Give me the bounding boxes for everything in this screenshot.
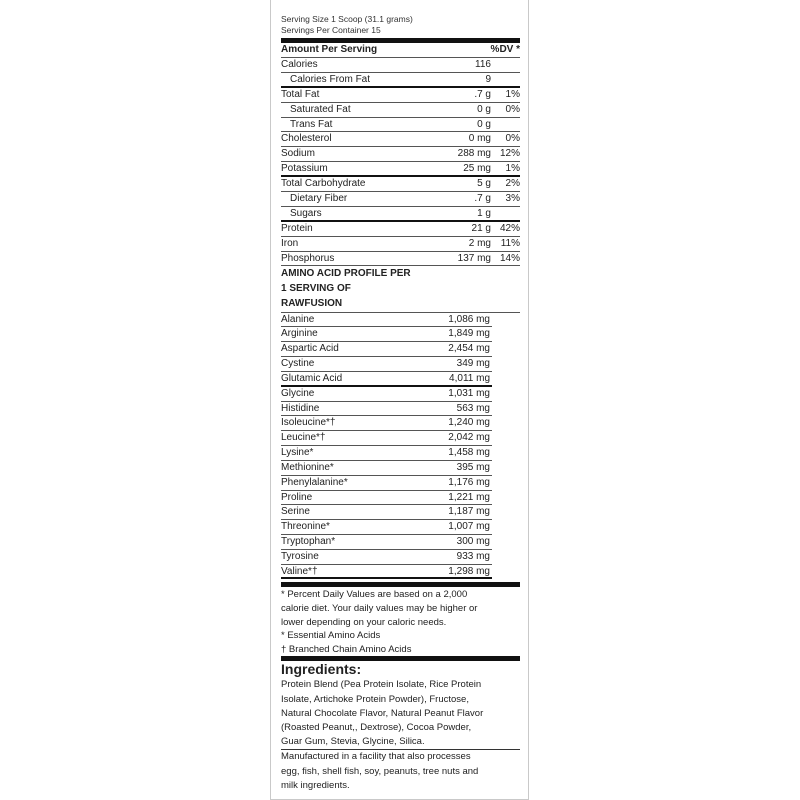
nutrient-amount: 0 g [477,118,491,130]
essential-amino-note: * Essential Amino Acids [281,630,381,642]
amino-row [281,476,492,491]
amino-row [281,342,492,357]
nutrient-table [281,58,520,266]
amino-name: Histidine [281,402,320,414]
amino-name: Aspartic Acid [281,343,339,355]
amino-row [281,313,492,328]
amino-amount: 1,458 mg [448,447,490,459]
amino-name: Methionine* [281,461,334,473]
nutrient-name: Saturated Fat [290,103,351,115]
nutrient-amount: 288 mg [457,148,491,160]
footnotes [281,587,520,656]
nutrient-row [281,147,520,162]
amino-amount: 300 mg [456,536,490,547]
nutrient-dv: 12% [499,148,520,160]
amino-row [281,327,492,342]
nutrient-row [281,237,520,252]
amino-name: Glycine [281,387,315,399]
amino-name: Threonine* [281,521,330,533]
amino-title-line: AMINO ACID PROFILE PER [281,268,411,280]
amino-amount: 1,176 mg [448,476,490,488]
amino-row [281,372,492,387]
amino-name: Valine*† [281,565,318,577]
amino-amount: 349 mg [456,358,490,370]
amino-row [281,565,492,580]
amino-title-line: RAWFUSION [281,297,343,309]
nutrient-name: Potassium [281,163,328,175]
nutrition-label-content [281,14,520,793]
amino-name: Cystine [281,358,315,370]
amino-amount: 1,086 mg [448,313,490,325]
nutrient-name: Total Fat [281,88,320,100]
nutrient-dv: 11% [500,237,520,249]
amino-name: Alanine [281,313,315,325]
amino-amount: 395 mg [456,461,490,473]
allergen-line: egg, fish, shell fish, soy, peanuts, tree nuts and [281,765,479,777]
amino-name: Serine [281,506,310,518]
nutrient-dv: 1% [505,88,520,100]
amino-title-line: 1 SERVING OF [281,283,351,295]
amino-row [281,550,492,565]
allergen-line: milk ingredients. [281,779,350,791]
nutrient-name: Calories [281,59,318,70]
amino-row [281,431,492,446]
amino-row [281,416,492,431]
ingredients-line: Isolate, Artichoke Protein Powder), Fructose, [281,693,469,705]
nutrient-name: Cholesterol [281,133,332,145]
amino-amount: 1,221 mg [448,491,490,503]
amino-acid-table [281,312,520,580]
amino-row [281,357,492,372]
nutrient-row [281,252,520,267]
ingredients-line: Natural Chocolate Flavor, Natural Peanut Flavor [281,707,484,719]
amino-amount: 1,298 mg [448,565,490,577]
nutrient-row [281,88,520,103]
ingredients-line: (Roasted Peanut,, Dextrose), Cocoa Powder, [281,722,472,734]
amino-name: Isoleucine*† [281,417,336,429]
nutrient-amount: 9 [485,73,491,85]
nutrient-row [281,162,520,177]
nutrient-name: Total Carbohydrate [281,178,366,190]
nutrient-amount: 5 g [477,178,491,190]
nutrient-name: Sugars [290,207,322,219]
amount-per-serving-header [281,43,520,58]
amino-name: Glutamic Acid [281,372,343,384]
branched-chain-note: † Branched Chain Amino Acids [281,643,412,655]
amino-name: Phenylalanine* [281,476,348,488]
amount-per-serving-label: Amount Per Serving [281,44,378,55]
nutrition-label [270,0,529,800]
nutrient-row [281,103,520,118]
nutrient-dv: 42% [499,222,520,234]
nutrient-dv: 0% [505,133,520,145]
amino-row [281,387,492,402]
nutrient-row [281,118,520,133]
nutrient-row [281,177,520,192]
nutrient-amount: .7 g [474,88,491,100]
amino-name: Tryptophan* [281,536,336,547]
nutrient-dv: 1% [505,163,520,175]
allergen-statement [281,750,520,793]
amino-amount: 933 mg [456,550,490,562]
nutrient-name: Phosphorus [281,252,335,264]
nutrient-amount: 1 g [477,207,491,219]
amino-name: Proline [281,491,313,503]
nutrient-amount: 0 mg [468,133,491,145]
allergen-line: Manufactured in a facility that also processes [281,751,471,763]
amino-name: Lysine* [281,447,314,459]
ingredients-title: Ingredients: [281,661,362,678]
nutrient-row [281,58,520,73]
nutrient-dv: 2% [505,178,520,190]
amino-amount: 1,849 mg [448,328,490,340]
nutrient-name: Calories From Fat [290,73,371,85]
nutrient-amount: 2 mg [468,237,491,249]
amino-row [281,535,492,550]
amino-acid-title [281,267,431,311]
nutrient-amount: 21 g [471,222,491,234]
ingredients-line: Protein Blend (Pea Protein Isolate, Rice Protein [281,679,482,691]
dv-footnote-line: * Percent Daily Values are based on a 2,000 [281,589,468,601]
amino-name: Leucine*† [281,432,326,444]
ingredients-list [281,678,520,749]
nutrient-row [281,192,520,207]
amino-row [281,505,492,520]
nutrient-amount: 0 g [477,103,491,115]
serving-size: Serving Size 1 Scoop (31.1 grams) [281,14,413,24]
amino-name: Tyrosine [281,550,319,562]
amino-amount: 1,240 mg [448,417,490,429]
nutrient-dv: 0% [505,103,520,115]
nutrient-dv: 14% [499,252,520,264]
nutrient-name: Sodium [281,148,315,160]
amino-row [281,461,492,476]
nutrient-name: Trans Fat [290,118,333,130]
nutrient-name: Protein [281,222,313,234]
amino-amount: 2,454 mg [448,343,490,355]
nutrient-amount: .7 g [474,193,491,205]
amino-name: Arginine [281,328,318,340]
amino-row [281,446,492,461]
amino-amount: 1,187 mg [448,506,490,518]
amino-amount: 563 mg [456,402,490,414]
nutrient-amount: 116 [475,59,491,70]
amino-row [281,491,492,506]
nutrient-row [281,132,520,147]
nutrient-name: Dietary Fiber [290,193,348,205]
nutrient-row [281,207,520,222]
nutrient-row [281,222,520,237]
ingredients-line: Guar Gum, Stevia, Glycine, Silica. [281,736,425,748]
nutrient-amount: 137 mg [457,252,491,264]
amino-amount: 1,031 mg [448,387,490,399]
nutrient-name: Iron [281,237,299,249]
servings-per-container: Servings Per Container 15 [281,25,381,35]
amino-row [281,402,492,417]
dv-footnote-line: lower depending on your caloric needs. [281,616,447,628]
amino-row [281,520,492,535]
amino-amount: 1,007 mg [448,521,490,533]
amino-amount: 4,011 mg [449,372,490,384]
dv-footnote-line: calorie diet. Your daily values may be higher or [281,603,478,615]
nutrient-amount: 25 mg [463,163,491,175]
dv-header: %DV * [490,44,520,55]
nutrient-row [281,73,520,88]
nutrient-dv: 3% [505,193,520,205]
amino-amount: 2,042 mg [448,432,490,444]
